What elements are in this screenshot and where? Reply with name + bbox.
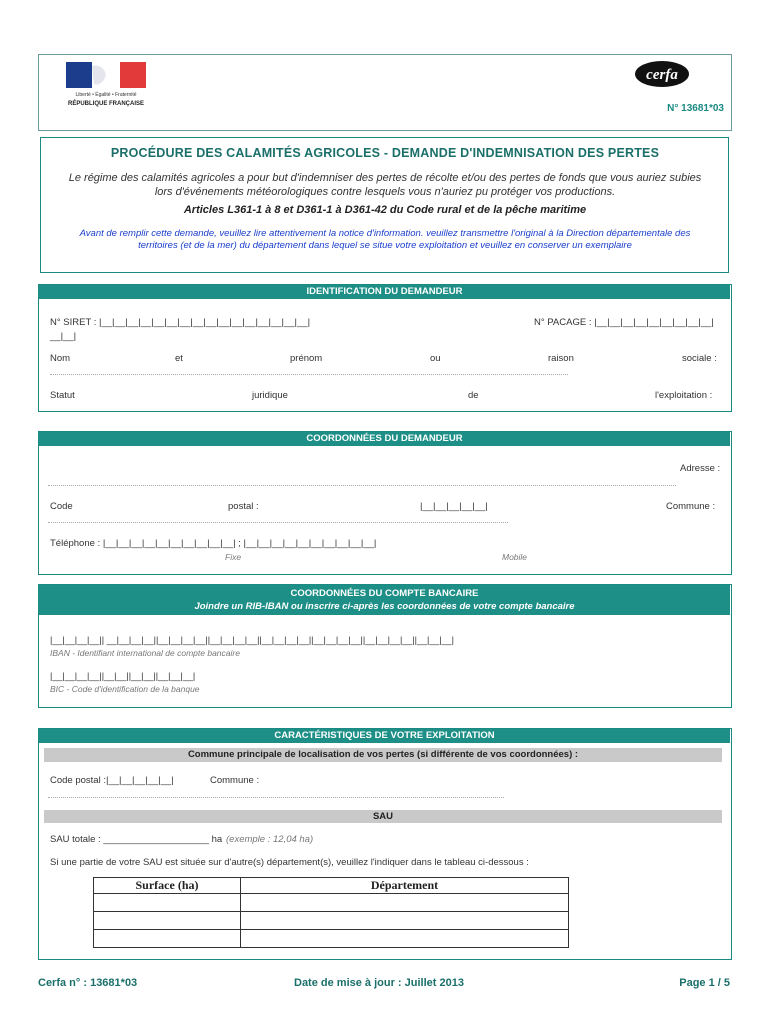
fixe-hint: Fixe [225, 552, 242, 562]
name-word-4: ou [430, 353, 441, 364]
identification-heading: IDENTIFICATION DU DEMANDEUR [39, 285, 730, 299]
legal-articles: Articles L361-1 à 8 et D361-1 à D361-42 du Code rural et de la pêche maritime [183, 204, 587, 216]
status-word-2: juridique [252, 390, 288, 401]
svg-text:Liberté • Égalité • Fraternité: Liberté • Égalité • Fraternité [75, 92, 137, 98]
department-cell[interactable] [241, 912, 569, 930]
commune-input-line[interactable] [48, 522, 508, 523]
name-word-3: prénom [290, 353, 323, 364]
surface-cell[interactable] [94, 912, 241, 930]
sau-example: (exemple : 12,04 ha) [226, 834, 314, 845]
farm-commune-label: Commune : [210, 775, 260, 786]
notice-text [46, 228, 724, 252]
sau-total-field[interactable]: SAU totale : ____________________ ha [50, 834, 223, 845]
intro-text [48, 171, 722, 199]
siret-field-cont[interactable]: __|__| [50, 331, 77, 342]
svg-text:cerfa: cerfa [646, 67, 678, 83]
notice-line-1: Avant de remplir cette demande, veuillez lire attentivement la notice d'information. veuillez transmettre l'original à la Direction départementale des [79, 228, 691, 239]
mobile-hint: Mobile [502, 552, 528, 562]
sau-note: Si une partie de votre SAU est située sur d'autre(s) département(s), veuillez l'indiquer dans le tableau ci-dessous : [50, 857, 529, 868]
iban-field[interactable]: |__|__|__|__|| __|__|__|__||__|__|__|__||__|__|__|__||__|__|__|__||__|__|__|__||__|__|__|__||__|__|__| [50, 635, 455, 645]
bic-field[interactable]: |__|__|__|__||__|__||__|__||__|__|__| [50, 671, 196, 681]
postal-label: postal : [228, 501, 259, 512]
notice-line-2: territoires (et de la mer) du département dans lequel se situe votre exploitation et veuillez en conserver un exemplaire [138, 240, 632, 251]
phone-field[interactable]: Téléphone : |__|__|__|__|__|__|__|__|__|__| ; |__|__|__|__|__|__|__|__|__|__| [50, 538, 377, 549]
farm-commune-input-line[interactable] [48, 797, 504, 798]
intro-line-1: Le régime des calamités agricoles a pour but d'indemniser des pertes de récolte et/ou des pertes de fonds que vous auriez subies [68, 172, 702, 184]
svg-text:RÉPUBLIQUE FRANÇAISE: RÉPUBLIQUE FRANÇAISE [67, 101, 145, 107]
coordinates-heading: COORDONNÉES DU DEMANDEUR [39, 432, 730, 446]
table-row [94, 912, 569, 930]
farm-heading: CARACTÉRISTIQUES DE VOTRE EXPLOITATION [39, 729, 730, 743]
name-word-2: et [175, 353, 183, 364]
name-word-1: Nom [50, 353, 71, 364]
footer-page: Page 1 / 5 [679, 977, 730, 989]
footer-date: Date de mise à jour : Juillet 2013 [294, 977, 464, 989]
table-header-row [94, 878, 569, 894]
coordinates-section [38, 431, 732, 575]
bank-heading-block [39, 585, 730, 615]
intro-line-2: lors d'événements météorologiques contre lesquels vous n'auriez pu protéger vos productions. [154, 186, 616, 198]
table-row [94, 894, 569, 912]
cerfa-logo [634, 60, 690, 88]
address-label: Adresse : [680, 463, 721, 474]
name-word-5: raison [548, 353, 574, 364]
name-word-6: sociale : [682, 353, 717, 364]
address-input-line[interactable] [48, 485, 676, 486]
identification-section [38, 284, 732, 412]
surface-cell[interactable] [94, 930, 241, 948]
status-word-4: l'exploitation : [655, 390, 713, 401]
code-label: Code [50, 501, 73, 512]
pacage-field[interactable]: N° PACAGE : |__|__|__|__|__|__|__|__|__| [534, 317, 714, 328]
iban-hint: IBAN - Identifiant international de compte bancaire [50, 648, 240, 658]
department-header: Département [241, 878, 569, 894]
commune-label: Commune : [666, 501, 716, 512]
sau-bar: SAU [44, 810, 722, 823]
department-cell[interactable] [241, 930, 569, 948]
surface-header: Surface (ha) [94, 878, 241, 894]
status-word-1: Statut [50, 390, 75, 401]
bic-hint: BIC - Code d'identification de la banque [50, 684, 200, 694]
commune-pertes-bar: Commune principale de localisation de vos pertes (si différente de vos coordonnées) : [44, 748, 722, 762]
status-word-3: de [468, 390, 479, 401]
surface-cell[interactable] [94, 894, 241, 912]
republique-francaise-logo [64, 60, 148, 110]
farm-postal-code-field[interactable]: Code postal :|__|__|__|__|__| [50, 775, 174, 786]
department-cell[interactable] [241, 894, 569, 912]
bank-subheading: Joindre un RIB-IBAN ou inscrire ci-après les coordonnées de votre compte bancaire [194, 601, 575, 612]
form-number: N° 13681*03 [667, 103, 724, 114]
table-row [94, 930, 569, 948]
postal-code-field[interactable]: |__|__|__|__|__| [420, 501, 488, 512]
page-title: PROCÉDURE DES CALAMITÉS AGRICOLES - DEMANDE D'INDEMNISATION DES PERTES [110, 146, 660, 160]
surface-table [93, 877, 569, 948]
name-input-line[interactable] [50, 374, 568, 375]
siret-field[interactable]: N° SIRET : |__|__|__|__|__|__|__|__|__|__|__|__|__|__|__|__| [50, 317, 311, 328]
bank-heading: COORDONNÉES DU COMPTE BANCAIRE [290, 588, 479, 599]
footer-cerfa: Cerfa n° : 13681*03 [38, 977, 138, 989]
